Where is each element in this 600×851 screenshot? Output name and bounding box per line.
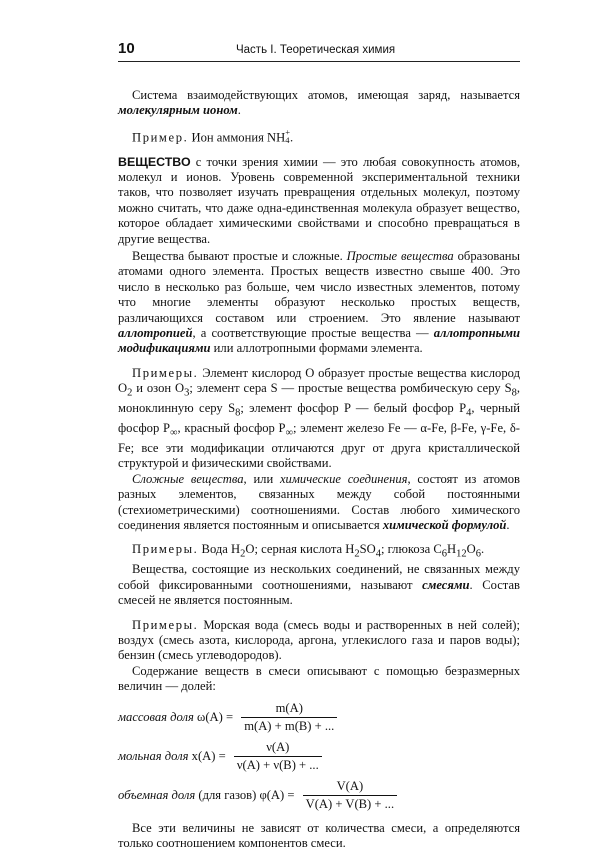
term-substance: ВЕЩЕСТВО	[118, 154, 191, 169]
running-title: Часть I. Теоретическая химия	[236, 44, 396, 56]
example-label: Пример.	[132, 130, 189, 145]
paragraph-mixtures: Вещества, состоящие из нескольких соединений, не связанных между собой фиксированными соотношениями, называют смесями. Состав смесей не является постоянным.	[118, 562, 520, 608]
example-label: Примеры.	[132, 365, 199, 380]
example-label: Примеры.	[132, 617, 199, 632]
formula-label: мольная доля	[118, 748, 189, 763]
formula-mass-fraction: массовая доля ω(A) = $\frac{m(A)}{m(A) + m(B) + ...}$	[118, 701, 520, 734]
page-header	[118, 40, 520, 62]
book-page	[118, 40, 520, 851]
example-ammonium: Пример. Ион аммония NH + 4 .	[132, 126, 294, 146]
formula-volume-fraction: объемная доля (для газов) φ(A) = $\frac{V(A)}{V(A) + V(B) + ...}$	[118, 779, 520, 812]
fraction	[234, 740, 322, 773]
example-allotropes: Примеры. Элемент кислород O образует простые вещества кислород $O_2$ и озон $O_3$; элемент сера S — простые вещества ромбическую серу $S_8$, моноклинную серу $S_8$; элемент фосфор P — белый фосфор $P_4$, черный фосфор $P_\infty$, красный фосфор $P_\infty$; элемент железо Fe — α-Fe, β-Fe, γ-Fe, δ-Fe; все эти модификации отличаются друг от друга кристаллической структурой и физическими свойствами.	[118, 365, 521, 471]
example-compounds: Примеры. Вода $H_2O$; серная кислота $H_2SO_4$; глюкоза $C_6H_{12}O_6$.	[132, 542, 485, 560]
paragraph-molecular-ion: Система взаимодействующих атомов, имеющая заряд, называется молекулярным ионом.	[118, 88, 520, 118]
paragraph-compounds: Сложные вещества, или химические соединения, состоят из атомов разных элементов, связанных между собой постоянными (стехиометрическими) соотношениями. Состав любого химического соединения является постоянным и описывается химической формулой.	[118, 471, 520, 533]
term-allotropy: аллотропией	[118, 326, 193, 341]
fraction-denominator: V(A) + V(B) + ...	[303, 795, 397, 812]
term-mixtures: смесями	[422, 577, 470, 592]
example-mixtures: Примеры. Морская вода (смесь воды и растворенных в ней солей); воздух (смесь азота, кислорода, аргона, углекислого газа и паров воды); бензин (смесь углеводородов).	[118, 617, 520, 663]
fraction	[303, 779, 397, 812]
fraction-denominator: m(A) + m(B) + ...	[241, 717, 337, 734]
paragraph-simple-substances: Вещества бывают простые и сложные. Простые вещества образованы атомами одного элемента. Простых веществ известно свыше 400. Это число в несколько раз больше, чем число известных элементов, потому что многие элементы образуют несколько простых веществ, различающихся составом или строением. Это явление называют аллотропией, а соответствующие простые вещества — аллотропными модификациями или аллотропными формами элемента.	[118, 249, 520, 356]
paragraph-fractions-intro: Содержание веществ в смеси описывают с помощью безразмерных величин — долей:	[118, 663, 520, 694]
formula-mole-fraction: мольная доля x(A) = $\frac{\nu(A)}{\nu(A) + \nu(B) + ...}$	[118, 740, 520, 773]
term-chemical-formula: химической формулой	[382, 518, 507, 533]
term-molecular-ion: молекулярным ионом	[118, 103, 238, 118]
fraction-numerator: ν(A)	[266, 739, 290, 754]
paragraph-conclusion: Все эти величины не зависят от количества смеси, а определяются только соотношением компонентов смеси.	[118, 820, 520, 851]
page-number: 10	[118, 40, 135, 57]
formula-label: массовая доля	[118, 709, 194, 724]
fraction	[241, 701, 337, 734]
formula-label: объемная доля	[118, 787, 196, 802]
paragraph-substance-definition: ВЕЩЕСТВО с точки зрения химии — это любая совокупность атомов, молекул и ионов. Уровень современной экспериментальной техники таков, что позволяет изучать превращения отдельных молекул, поэтому можно считать, что даже одна-единственная молекула образует вещество, которое обладает химическими свойствами и способно превращаться в другие вещества.	[118, 154, 520, 246]
term-allotropic-modifications: аллотропными модификациями	[118, 326, 520, 356]
example-label: Примеры.	[132, 542, 199, 557]
fraction-numerator: V(A)	[336, 778, 364, 793]
fraction-denominator: ν(A) + ν(B) + ...	[234, 756, 322, 773]
fraction-numerator: m(A)	[275, 700, 303, 715]
